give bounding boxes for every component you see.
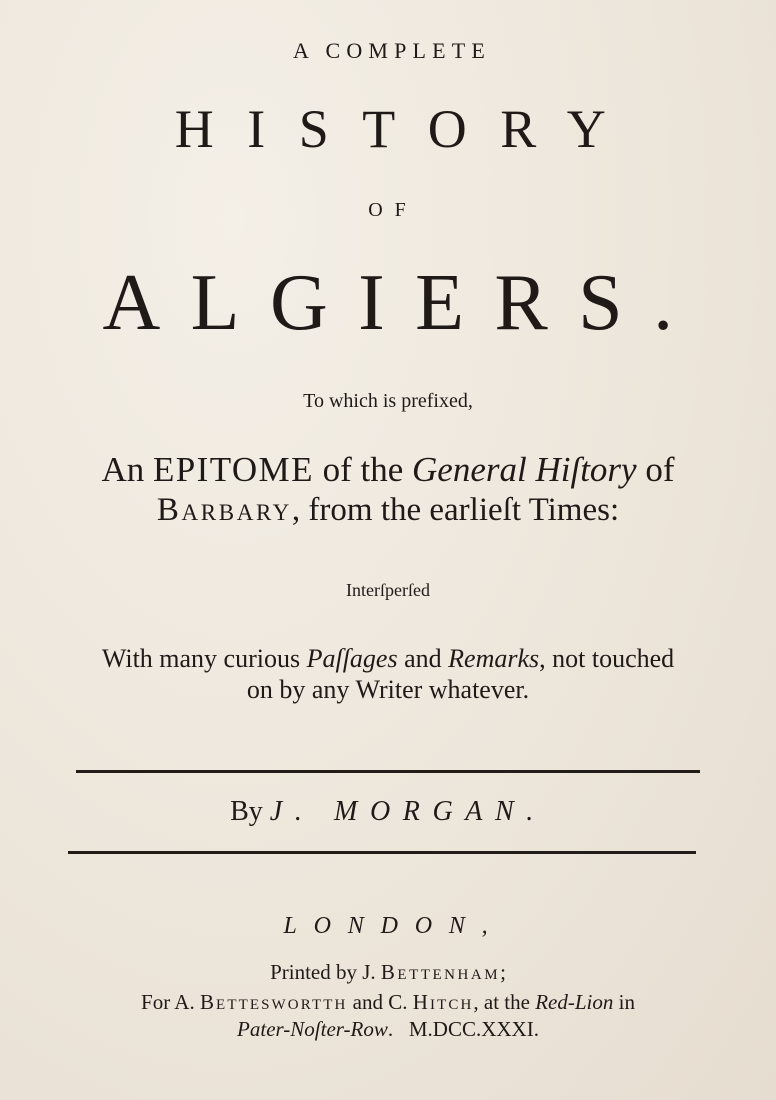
epitome-of: of [636,450,675,489]
with-many-curious: With many curious [101,644,307,673]
epitome-an: An [101,450,154,489]
printed-by: Printed by J. [270,960,381,984]
at-the: , at the [473,990,536,1014]
upper-rule [76,770,700,773]
london-line: LONDON, [283,913,505,939]
red-lion: Red-Lion [535,990,614,1014]
heading-history: HISTORY [174,99,640,159]
pater-noster-row: Pater-Noſter-Row [237,1017,388,1041]
interspersed-line: Interſperſed [346,580,430,600]
and-c: and C. [347,990,413,1014]
barbary-word: Barbary [156,492,292,528]
imprint-line [0,1017,776,1042]
prefixed-line: To which is prefixed, [303,390,473,412]
heading-a-complete: A COMPLETE [293,38,491,63]
writer-line: on by any Writer whatever. [246,675,530,704]
for-a: For A. [141,990,200,1014]
imprint-date: . M.DCC.XXXI. [387,1017,539,1041]
general-history: General Hiſtory [412,450,637,489]
lower-rule [68,851,696,854]
bookseller-line [0,990,776,1015]
betteswortth-name: Betteswortth [199,990,348,1014]
printer-line [0,960,776,985]
by-word: By [230,796,270,827]
hitch-name: Hitch [412,990,474,1014]
printer-semicolon: ; [500,960,506,984]
heading-of: OF [368,199,418,221]
remarks-word: Remarks [448,644,540,673]
in-word: in [613,990,635,1014]
printer-name: Bettenham [380,960,501,984]
and-word: and [397,644,449,673]
not-touched: , not touched [539,644,675,673]
passages-line [0,644,776,674]
earliest-times: , from the earlieſt Times: [291,492,620,528]
barbary-line [0,492,776,529]
epitome-word: EPITOME [153,450,314,489]
passages-word: Paſſages [306,644,398,673]
author-name: J. MORGAN. [269,796,546,827]
heading-algiers: ALGIERS. [102,259,704,347]
epitome-line [0,450,776,490]
epitome-of-the: of the [313,450,413,489]
author-line [0,796,776,828]
